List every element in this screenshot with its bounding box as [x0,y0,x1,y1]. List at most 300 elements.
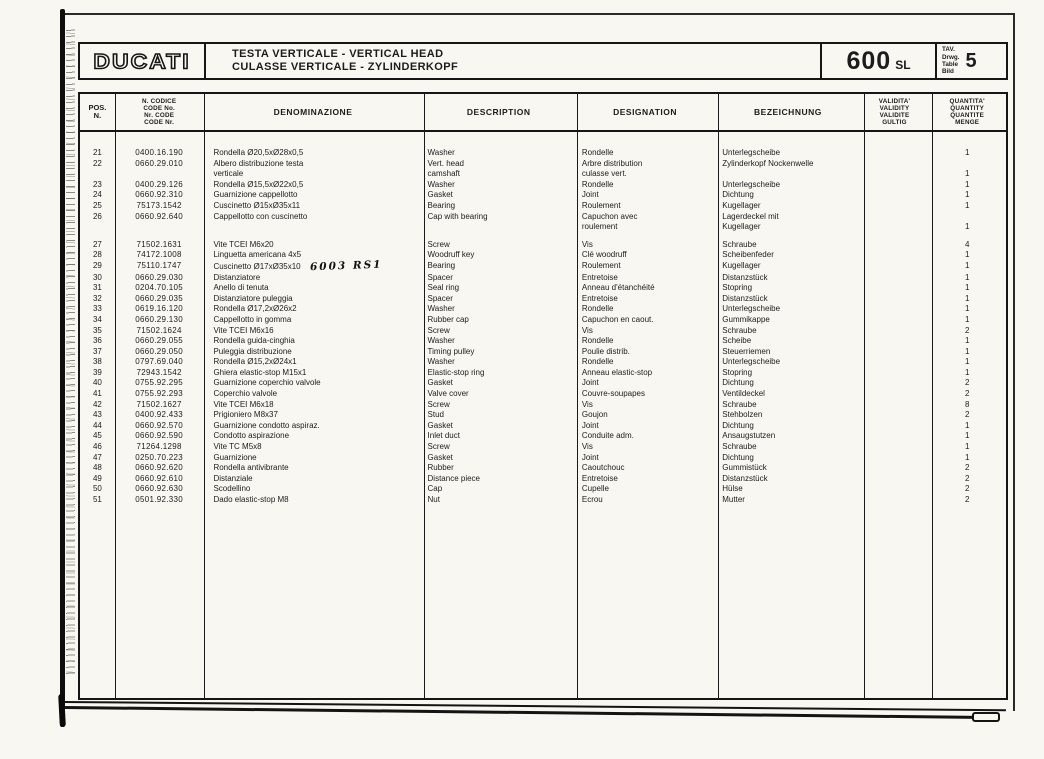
cell-denom: Rondella Ø15,5xØ22x0,5 [213,179,304,189]
ducati-logo: DUCATI [93,48,191,73]
cell-code: 75110.1747 [136,260,182,270]
header-validity-en: VALIDITY [879,104,910,112]
cell-bezeich: Unterlegscheibe [722,179,781,189]
cell-qty: 1 [964,357,970,367]
table-row [80,421,1006,432]
cell-pos: 43 [92,410,102,420]
cell-denom: Vite TCEI M6x18 [213,399,274,409]
table-row [80,336,1006,347]
cell-qty: 1 [964,293,970,303]
cell-code: 0755.92.293 [135,389,184,399]
cell-qty: 1 [964,431,970,441]
table-header-row [80,94,1006,132]
cell-valid [861,250,929,261]
header-code-en: CODE No. [143,104,175,112]
header-code-de: CODE Nr. [144,119,175,127]
cell-design: Entretoise [581,272,618,282]
table-row [80,315,1006,326]
cell-pos: 28 [92,250,102,260]
cell-bezeich: Unterlegscheibe [722,357,781,367]
cell-design: Arbre distribution culasse vert. [581,158,643,179]
cell-denom: Condotto aspirazione [213,431,290,441]
header-quantity-it: QUANTITA' [949,97,985,105]
cell-denom: Guarnizione cappellotto [213,190,298,200]
cell-qty: 2 [964,389,970,399]
cell-qty: 1 [964,200,970,210]
cell-valid [861,261,929,273]
header-quantity-de: MENGE [955,119,980,127]
table-body [80,132,1006,698]
cell-bezeich: Dichtung [722,190,754,200]
cell-denom: Rondella antivibrante [213,463,289,473]
cell-descr: Seal ring [427,283,460,293]
cell-valid [861,212,929,233]
cell-denom: Prigioniero M8x37 [213,410,278,420]
cell-pos: 50 [92,484,102,494]
cell-bezeich: Hülse [722,484,743,494]
cell-denom: Rondella Ø17,2xØ26x2 [213,304,297,314]
cell-bezeich: Unterlegscheibe [722,148,781,157]
cell-code: 0660.92.610 [135,473,184,483]
cell-bezeich: Schraube [722,442,757,452]
cell-code: 72943.1542 [136,367,182,377]
table-row [80,250,1006,261]
cell-denom: Guarnizione coperchio valvole [213,378,321,388]
table-row [80,453,1006,464]
cell-valid [861,495,929,506]
cell-descr: Elastic-stop ring [427,367,485,377]
table-row [80,258,1006,274]
header-code-fr: Nr. CODE [144,112,175,119]
header-pos [80,94,115,130]
cell-descr: Gasket [427,452,453,462]
cell-code: 0400.29.126 [135,179,184,189]
cell-valid [861,357,929,368]
cell-design: Capuchon avec roulement [581,211,638,232]
cell-pos: 23 [92,179,102,189]
cell-bezeich: Schraube [722,239,757,249]
table-row [80,159,1006,180]
cell-valid [861,421,929,432]
cell-denom: Guarnizione [213,452,257,462]
table-row [80,463,1006,474]
cell-pos: 47 [92,452,102,462]
cell-pos: 38 [92,357,102,367]
cell-design: Couvre-soupapes [581,389,646,399]
table-row [80,240,1006,251]
cell-descr: Washer [427,148,455,157]
cell-denom: Guarnizione condotto aspiraz. [213,420,320,430]
cell-design: Rondelle [581,304,614,314]
header-description [423,94,575,130]
cell-qty: 1 [964,250,970,260]
cell-pos: 24 [92,190,102,200]
cell-bezeich: Mutter [722,495,745,504]
cell-valid [861,389,929,400]
cell-code: 71502.1631 [136,239,182,249]
cell-design: Anneau elastic-stop [581,367,653,377]
title-box [204,42,822,80]
cell-design: Roulement [581,200,621,210]
cell-denom: Cuscinetto Ø15xØ35x11 [213,200,301,210]
table-row [80,495,1006,506]
cell-qty: 2 [964,378,970,388]
cell-qty: 2 [964,325,970,335]
header-validity [861,94,929,130]
header-denominazione-label: DENOMINAZIONE [273,107,353,117]
cell-bezeich: Unterlegscheibe [722,304,781,314]
table-row [80,190,1006,201]
cell-bezeich: Gummikappe [722,314,770,324]
cell-valid [861,463,929,474]
page-frame-right [1013,13,1015,711]
cell-design: Rondelle [581,336,614,346]
cell-valid [861,347,929,358]
page-title: TESTA VERTICALE - VERTICAL HEAD [232,47,444,60]
cell-denom: Vite TCEI M6x20 [213,239,274,249]
cell-pos: 41 [92,389,102,399]
cell-descr: Screw [427,399,450,409]
header-designation [575,94,715,130]
table-row [80,294,1006,305]
cell-qty: 2 [964,463,970,473]
cell-design: Joint [581,420,599,430]
cell-code: 0660.92.310 [135,190,184,200]
model-number: 600 [846,46,892,75]
cell-pos: 48 [92,463,102,473]
cell-denom: Rondella Ø15,2xØ24x1 [213,357,297,367]
cell-valid [861,304,929,315]
cell-bezeich: Steuerriemen [722,346,771,356]
cell-valid [861,431,929,442]
cell-descr: Screw [427,239,450,249]
cell-pos: 42 [92,399,102,409]
table-row [80,389,1006,400]
cell-code: 0660.29.130 [135,314,184,324]
table-number: 5 [965,49,977,72]
cell-bezeich: Stehbolzen [722,410,763,420]
cell-qty: 1 [964,222,970,232]
cell-descr: Gasket [427,378,453,388]
header-designation-label: DESIGNATION [613,107,677,117]
cell-descr: Nut [427,495,440,504]
cell-design: Capuchon en caout. [581,314,654,324]
header-denominazione [203,94,422,130]
header-quantity-fr: QUANTITE [950,112,985,119]
cell-denom: Anello di tenuta [213,283,269,293]
cell-code: 0660.29.055 [135,336,184,346]
cell-denom: Distanziale [213,473,253,483]
table-row [80,304,1006,315]
cell-code: 0204.70.105 [135,283,184,293]
cell-bezeich: Schraube [722,325,757,335]
cell-design: Joint [581,378,599,388]
cell-bezeich: Schraube [722,399,757,409]
cell-pos: 46 [92,442,102,452]
cell-qty: 1 [964,367,970,377]
cell-denom: Distanziatore puleggia [213,293,293,303]
cell-code: 71264.1298 [136,442,182,452]
cell-pos: 30 [92,272,102,282]
cell-valid [861,410,929,421]
cell-qty: 1 [964,272,970,282]
cell-descr: Stud [427,410,444,420]
cell-code: 0755.92.295 [135,378,184,388]
cell-denom: Dado elastic-stop M8 [213,495,289,504]
cell-design: Goujon [581,410,608,420]
cell-design: Roulement [581,260,621,270]
cell-denom: Puleggia distribuzione [213,346,292,356]
cell-descr: Vert. head camshaft [427,158,464,179]
cell-valid [861,190,929,201]
cell-pos: 27 [92,239,102,249]
cell-bezeich: Dichtung [722,420,754,430]
cell-denom: Cappellotto in gomma [213,314,292,324]
binding-edge [60,9,65,727]
cell-code: 0660.29.010 [135,158,184,168]
cell-code: 0660.29.050 [135,346,184,356]
cell-qty: 1 [964,190,970,200]
cell-code: 0660.29.035 [135,293,184,303]
cell-code: 0250.70.223 [135,452,184,462]
cell-bezeich: Scheibe [722,336,752,346]
table-row [80,484,1006,495]
cell-descr: Washer [427,304,455,314]
cell-pos: 34 [92,314,102,324]
cell-denom: Distanziatore [213,272,261,282]
binding-scan-marks [66,28,75,678]
cell-valid [861,336,929,347]
cell-code: 0660.92.630 [135,484,184,494]
cell-design: Joint [581,452,599,462]
parts-table [78,92,1008,700]
cell-bezeich: Distanzstück [722,293,768,303]
cell-design: Ecrou [581,495,603,504]
cell-qty: 2 [964,495,970,504]
cell-descr: Inlet duct [427,431,460,441]
cell-descr: Washer [427,357,455,367]
page-subtitle: CULASSE VERTICALE - ZYLINDERKOPF [232,61,459,73]
header-bezeichnung [715,94,860,130]
header-pos-line1: POS. [88,102,107,112]
cell-valid [861,159,929,180]
cell-qty: 1 [964,336,970,346]
header-quantity-en: QUANTITY [950,104,985,112]
cell-valid [861,273,929,284]
cell-valid [861,400,929,411]
cell-code: 74172.1008 [136,250,182,260]
cell-bezeich: Zylinderkopf Nockenwelle [722,158,814,168]
cell-pos: 26 [92,211,102,221]
cell-qty: 4 [964,239,970,249]
cell-bezeich: Dichtung [722,452,754,462]
cell-valid [861,148,929,159]
tav-label-de: Bild [942,68,954,76]
cell-design: Vis [581,239,593,249]
table-number-labels [942,46,960,76]
cell-design: Anneau d'étanchéité [581,283,655,293]
tav-label-en: Drwg. [942,53,960,61]
cell-denom: Cuscinetto Ø17xØ35x10 6003 RS1 [213,258,383,274]
cell-descr: Rubber cap [427,314,469,324]
cell-qty: 1 [964,304,970,314]
table-row [80,431,1006,442]
cell-design: Vis [581,325,593,335]
cell-qty: 1 [964,283,970,293]
cell-valid [861,378,929,389]
cell-valid [861,283,929,294]
cell-descr: Screw [427,442,450,452]
cell-pos: 37 [92,346,102,356]
cell-qty: 2 [964,484,970,494]
cell-descr: Gasket [427,190,453,200]
tav-label-fr: Table [942,61,958,68]
header-pos-line2: N. [93,111,102,120]
cell-design: Entretoise [581,473,618,483]
table-row [80,442,1006,453]
cell-qty: 1 [964,148,970,157]
cell-pos: 45 [92,431,102,441]
cell-code: 71502.1627 [136,399,182,409]
header-validity-it: VALIDITA' [878,97,911,105]
cell-bezeich: Scheibenfeder [722,250,774,260]
table-row [80,273,1006,284]
cell-code: 0660.92.620 [135,463,184,473]
cell-descr: Cap [427,484,443,494]
table-row [80,357,1006,368]
cell-pos: 31 [92,283,102,293]
cell-bezeich: Distanzstück [722,272,768,282]
cell-design: Vis [581,399,593,409]
cell-valid [861,453,929,464]
cell-denom: Vite TCEI M6x16 [213,325,274,335]
table-row [80,212,1006,233]
header-code-it: N. CODICE [141,97,177,105]
cell-qty: 1 [964,260,970,270]
cell-qty: 8 [964,399,970,409]
cell-valid [861,368,929,379]
cell-qty: 2 [964,410,970,420]
cell-code: 0660.92.570 [135,420,184,430]
cell-valid [861,474,929,485]
cell-code: 71502.1624 [136,325,182,335]
cell-pos: 49 [92,473,102,483]
cell-pos: 51 [92,495,102,504]
header-bezeichnung-label: BEZEICHNUNG [754,107,822,117]
cell-descr: Rubber [427,463,454,473]
cell-valid [861,315,929,326]
cell-design: Entretoise [581,293,618,303]
table-row [80,368,1006,379]
cell-descr: Bearing [427,260,456,270]
cell-design: Rondelle [581,179,614,189]
cell-design: Conduite adm. [581,431,634,441]
cell-bezeich: Stopring [722,283,753,293]
page-corner-tab [972,712,1000,722]
cell-qty: 1 [964,169,970,179]
cell-valid [861,201,929,212]
table-row [80,378,1006,389]
cell-bezeich: Distanzstück [722,473,768,483]
cell-bezeich: Stopring [722,367,753,377]
cell-bezeich: Dichtung [722,378,754,388]
model-box [820,42,937,80]
cell-descr: Screw [427,325,450,335]
cell-valid [861,484,929,495]
cell-pos: 39 [92,367,102,377]
cell-denom: Vite TC M5x8 [213,442,262,452]
cell-pos: 21 [92,148,102,157]
model-suffix: SL [895,57,911,72]
cell-pos: 25 [92,200,102,210]
cell-code: 0400.16.190 [135,148,184,157]
cell-code: 0660.29.030 [135,272,184,282]
cell-code: 0619.16.120 [135,304,184,314]
header-validity-fr: VALIDITE [879,112,910,119]
cell-pos: 40 [92,378,102,388]
cell-valid [861,180,929,191]
cell-bezeich: Kugellager [722,200,761,210]
table-row [80,326,1006,337]
table-row [80,347,1006,358]
table-number-box [935,42,1008,80]
cell-valid [861,442,929,453]
cell-valid [861,294,929,305]
cell-descr: Washer [427,179,455,189]
table-row [80,201,1006,212]
cell-descr: Spacer [427,293,453,303]
cell-qty: 1 [964,442,970,452]
cell-design: Joint [581,190,599,200]
table-row [80,400,1006,411]
cell-code: 75173.1542 [136,200,182,210]
cell-pos: 36 [92,336,102,346]
cell-descr: Woodruff key [427,250,475,260]
cell-qty: 2 [964,473,970,483]
cell-design: Vis [581,442,593,452]
cell-design: Cupelle [581,484,609,494]
cell-denom: Ghiera elastic-stop M15x1 [213,367,307,377]
cell-pos: 33 [92,304,102,314]
cell-valid [861,240,929,251]
cell-descr: Spacer [427,272,453,282]
cell-descr: Cap with bearing [427,211,488,221]
table-row [80,410,1006,421]
header-validity-de: GULTIG [882,119,907,127]
logo-box [78,42,206,80]
cell-denom: Linguetta americana 4x5 [213,250,302,260]
cell-valid [861,326,929,337]
cell-qty: 1 [964,346,970,356]
cell-design: Caoutchouc [581,463,625,473]
header-description-label: DESCRIPTION [466,107,531,117]
page-frame-top [62,13,1014,15]
cell-code: 0400.92.433 [135,410,184,420]
cell-qty: 1 [964,179,970,189]
cell-bezeich: Kugellager [722,260,761,270]
table-row [80,283,1006,294]
cell-pos: 22 [92,158,102,168]
cell-descr: Gasket [427,420,453,430]
header-code [115,94,204,130]
cell-denom: Rondella guida-cinghia [213,336,295,346]
cell-denom: Albero distribuzione testa verticale [213,158,304,179]
cell-descr: Bearing [427,200,456,210]
cell-bezeich: Ventildeckel [722,389,765,399]
cell-denom: Scodellino [213,484,251,494]
cell-descr: Washer [427,336,455,346]
cell-design: Rondelle [581,357,614,367]
